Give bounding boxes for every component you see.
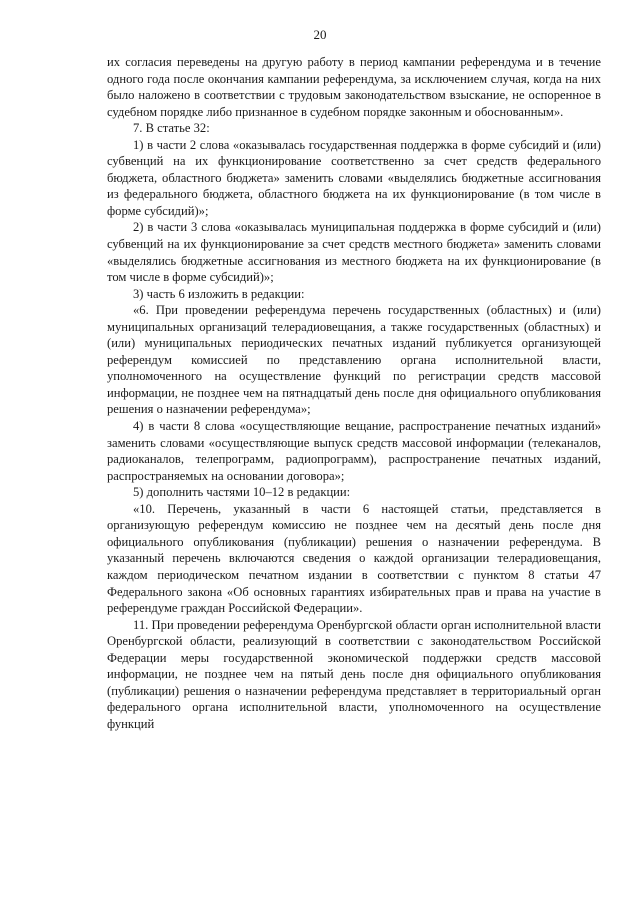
paragraph: 4) в части 8 слова «осуществляющие вещание, распространение печатных изданий» заменить словами «осуществляющие выпуск средств массовой информации (телеканалов, радиоканалов, телепрограмм, радиопрограмм), распространение печатных изданий, распространяемых на основании договора»; bbox=[107, 419, 601, 483]
paragraph: 7. В статье 32: bbox=[133, 121, 210, 136]
page-number: 20 bbox=[313, 27, 327, 42]
paragraph: «6. При проведении референдума перечень государственных (областных) и (или) муниципальных организаций телерадиовещания, а также государственных (областных) и (или) муниципальных периодических печатных изданий публикуется организующей референдум комиссией по представлению органа исполнительной власти, уполномоченного на осуществление функций по регистрации средств массовой информации, не позднее чем на пятнадцатый день после дня официального опубликования решения о назначении референдума»; bbox=[107, 303, 601, 417]
paragraph: 1) в части 2 слова «оказывалась государственная поддержка в форме субсидий и (или) субвенций на их функционирование соответственно за счет средств федерального бюджета, областного бюджета» заменить словами «выделялись бюджетные ассигнования из федерального бюджета, областного бюджета на их функционирование (в том числе в форме субсидий)»; bbox=[107, 137, 601, 218]
paragraph: «10. Перечень, указанный в части 6 настоящей статьи, представляется в организующую референдум комиссию не позднее чем на десятый день после дня официального опубликования (публикации) решения о назначении референдума. В указанный перечень включаются сведения о каждой организации телерадиовещания, каждом периодическом печатном издании в соответствии с пунктом 8 статьи 47 Федерального закона «Об основных гарантиях избирательных прав и права на участие в референдуме граждан Российской Федерации». bbox=[107, 501, 601, 616]
document-body bbox=[107, 54, 601, 732]
paragraph: их согласия переведены на другую работу в период кампании референдума и в течение одного года после окончания кампании референдума, за исключением случая, когда на них было наложено в соответствии с трудовым законодательством взыскание, не оспоренное в судебном порядке либо признанное в судебном порядке законным и обоснованным». bbox=[107, 55, 601, 119]
paragraph: 3) часть 6 изложить в редакции: bbox=[133, 286, 305, 301]
paragraph: 11. При проведении референдума Оренбургской области орган исполнительной власти Оренбургской области, реализующий в соответствии с законодательством Российской Федерации меры государственной экономической поддержки средств массовой информации, не позднее чем на пятый день после дня официального опубликования (публикации) решения о назначении референдума представляет в территориальный орган федерального органа исполнительной власти, уполномоченного на осуществление функций bbox=[107, 617, 601, 731]
paragraph: 5) дополнить частями 10–12 в редакции: bbox=[133, 485, 351, 500]
paragraph: 2) в части 3 слова «оказывалась муниципальная поддержка в форме субсидий и (или) субвенций на их функционирование за счет средств местного бюджета» заменить словами «выделялись бюджетные ассигнования из местного бюджета на их функционирование (в том числе в форме субсидий)»; bbox=[107, 220, 601, 285]
